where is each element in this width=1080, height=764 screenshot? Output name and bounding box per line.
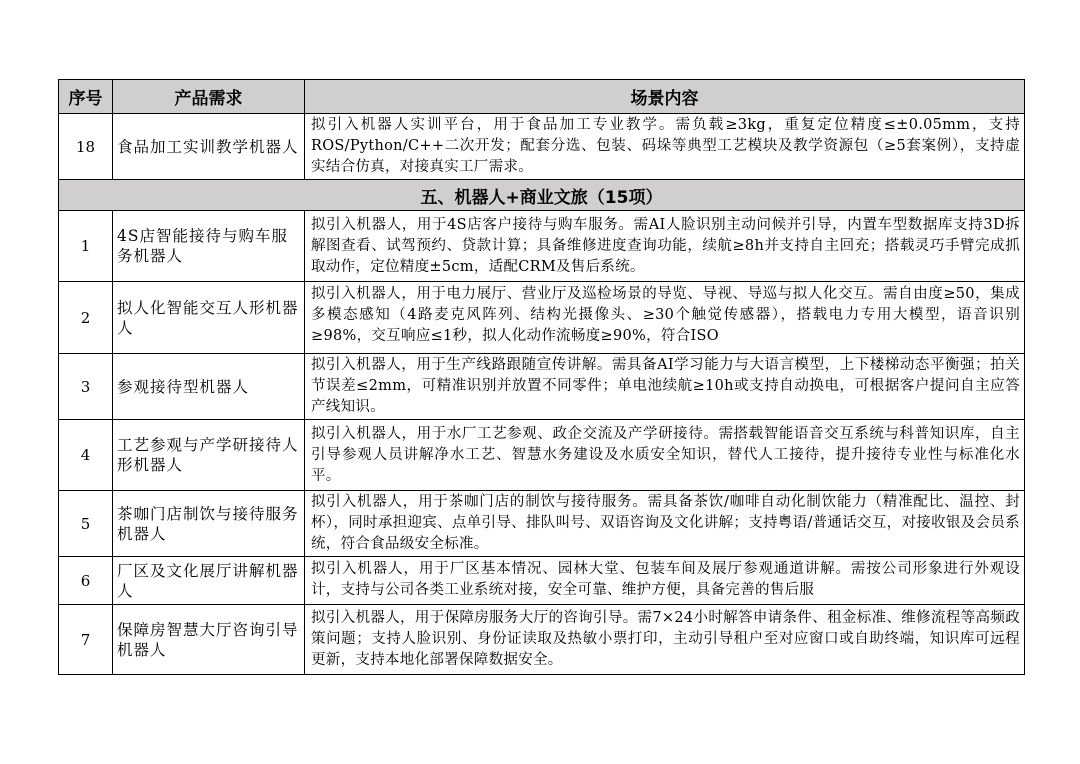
- table-row: [59, 420, 1025, 491]
- row-product-name: 4S店智能接待与购车服务机器人: [113, 211, 305, 282]
- table-row: [59, 491, 1025, 557]
- row-product-name: 拟人化智能交互人形机器人: [113, 282, 305, 354]
- table-row: [59, 114, 1025, 180]
- row-scenario-content: 拟引入机器人，用于生产线路跟随宣传讲解。需具备AI学习能力与大语言模型，上下楼梯动态平衡强；拍关节误差≤2mm，可精准识别并放置不同零件；单电池续航≥10h或支持自动换电，可根据客户提问自主应答产线知识。: [305, 354, 1025, 420]
- row-index: 4: [59, 420, 113, 491]
- row-product-name: 茶咖门店制饮与接待服务机器人: [113, 491, 305, 557]
- table-header-row: [59, 80, 1025, 114]
- row-scenario-cell: [305, 282, 1025, 354]
- policy-table-page: [58, 79, 1024, 675]
- row-index: 2: [59, 282, 113, 354]
- table-row: [59, 605, 1025, 675]
- header-product-need: 产品需求: [113, 80, 305, 114]
- row-scenario-content: 拟引入机器人，用于厂区基本情况、园林大堂、包装车间及展厅参观通道讲解。需按公司形象进行外观设计，支持与公司各类工业系统对接，安全可靠、维护方便，具备完善的售后服: [311, 560, 1020, 598]
- row-scenario-content: 拟引入机器人，用于电力展厅、营业厅及巡检场景的导览、导视、导巡与拟人化交互。需自由度≥50，集成多模态感知（4路麦克风阵列、结构光摄像头、≥30个触觉传感器），搭载电力专用大模型，语音识别≥98%，交互响应≤1秒，拟人化动作流畅度≥90%，符合ISO: [311, 285, 1020, 344]
- row-product-name: 食品加工实训教学机器人: [113, 114, 305, 180]
- row-scenario-content: 拟引入机器人，用于茶咖门店的制饮与接待服务。需具备茶饮/咖啡自动化制饮能力（精准配比、温控、封杯），同时承担迎宾、点单引导、排队叫号、双语咨询及文化讲解；支持粤语/普通话交互，对接收银及会员系统，符合食品级安全标准。: [305, 491, 1025, 557]
- row-product-name: 参观接待型机器人: [113, 354, 305, 420]
- row-index: 18: [59, 114, 113, 180]
- row-scenario-content: 拟引入机器人，用于水厂工艺参观、政企交流及产学研接待。需搭载智能语音交互系统与科普知识库，自主引导参观人员讲解净水工艺、智慧水务建设及水质安全知识，替代人工接待，提升接待专业性与标准化水平。: [305, 420, 1025, 491]
- row-index: 7: [59, 605, 113, 675]
- row-scenario-content: 拟引入机器人实训平台，用于食品加工专业教学。需负载≥3kg，重复定位精度≤±0.05mm，支持ROS/Python/C++二次开发；配套分选、包装、码垛等典型工艺模块及教学资源包（≥5套案例），支持虚实结合仿真，对接真实工厂需求。: [305, 114, 1025, 180]
- row-scenario-cell: [305, 557, 1025, 605]
- section-header-row: [59, 180, 1025, 211]
- section-title: 五、机器人+商业文旅（15项）: [59, 180, 1025, 211]
- robot-scenario-table: [58, 79, 1025, 675]
- row-index: 6: [59, 557, 113, 605]
- header-index: 序号: [59, 80, 113, 114]
- table-row: [59, 354, 1025, 420]
- table-row: [59, 282, 1025, 354]
- row-product-name: 工艺参观与产学研接待人形机器人: [113, 420, 305, 491]
- row-product-name: 厂区及文化展厅讲解机器人: [113, 557, 305, 605]
- table-row: [59, 211, 1025, 282]
- header-scenario-content: 场景内容: [305, 80, 1025, 114]
- row-scenario-content: 拟引入机器人，用于4S店客户接待与购车服务。需AI人脸识别主动问候并引导，内置车型数据库支持3D拆解图查看、试驾预约、贷款计算；具备维修进度查询功能，续航≥8h并支持自主回充；搭载灵巧手臂完成抓取动作，定位精度±5cm，适配CRM及售后系统。: [305, 211, 1025, 282]
- row-product-name: 保障房智慧大厅咨询引导机器人: [113, 605, 305, 675]
- row-scenario-content: 拟引入机器人，用于保障房服务大厅的咨询引导。需7×24小时解答申请条件、租金标准、维修流程等高频政策问题；支持人脸识别、身份证读取及热敏小票打印，主动引导租户至对应窗口或自助终端，知识库可远程更新，支持本地化部署保障数据安全。: [305, 605, 1025, 675]
- row-index: 1: [59, 211, 113, 282]
- table-row: [59, 557, 1025, 605]
- row-index: 3: [59, 354, 113, 420]
- row-index: 5: [59, 491, 113, 557]
